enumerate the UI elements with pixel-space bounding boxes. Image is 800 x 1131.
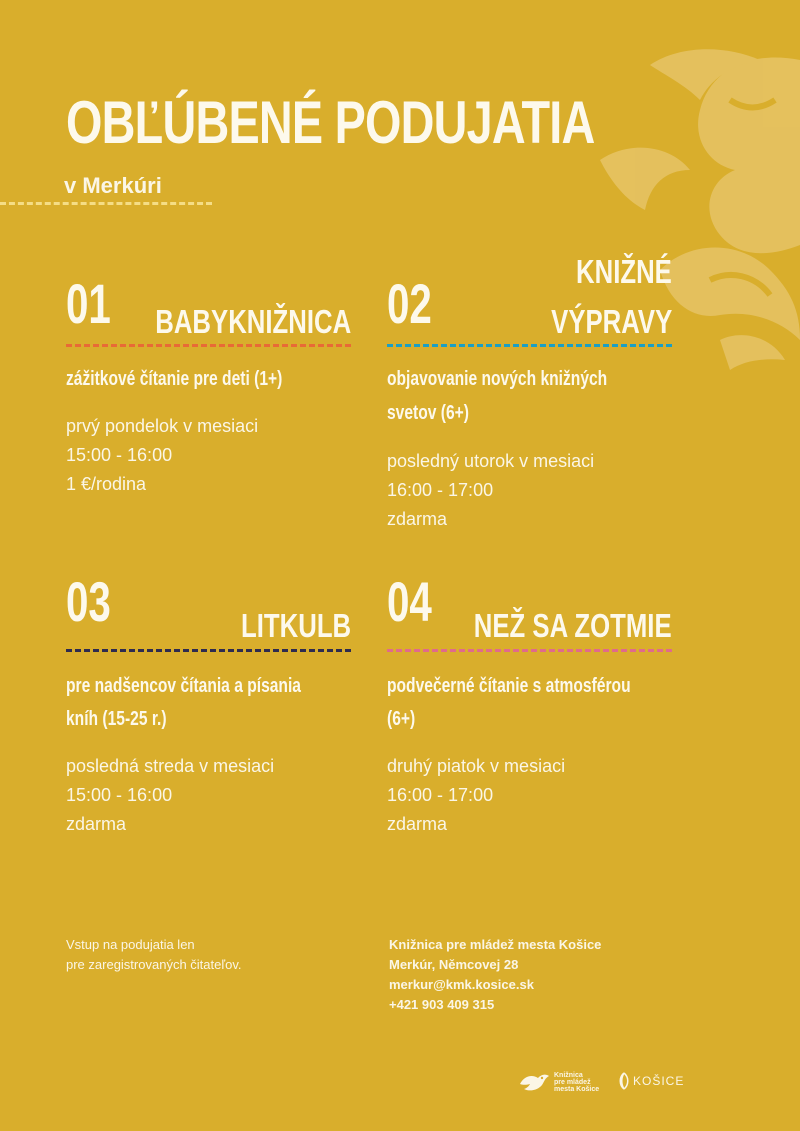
city-logo-text: KOŠICE (633, 1074, 685, 1088)
registration-note (66, 935, 242, 975)
event-description-line2: svetov (6+) (387, 402, 469, 424)
event-price: zdarma (387, 509, 448, 529)
event-description-line1: objavovanie nových knižných (387, 368, 608, 390)
contact-block (389, 935, 601, 1015)
bird-icon (518, 1070, 550, 1094)
event-number: 02 (387, 272, 432, 335)
library-logo-text (554, 1072, 602, 1093)
event-03 (66, 570, 351, 850)
event-name: NEŽ SA ZOTMIE (474, 607, 672, 644)
contact-phone[interactable]: +421 903 409 315 (389, 997, 495, 1012)
event-description-line2: (6+) (387, 708, 416, 730)
event-01 (66, 270, 351, 500)
note-line: pre zaregistrovaných čitateľov. (66, 957, 242, 972)
event-name-line1: KNIŽNÉ (576, 253, 672, 290)
subtitle-underline (0, 202, 212, 205)
event-description-line1: pre nadšencov čítania a písania (66, 675, 301, 697)
event-number: 03 (66, 570, 111, 633)
city-emblem-icon (618, 1072, 630, 1090)
event-time: 16:00 - 17:00 (387, 480, 494, 500)
event-divider (387, 649, 672, 652)
event-schedule: posledná streda v mesiaci (66, 756, 275, 776)
event-time: 16:00 - 17:00 (387, 785, 494, 805)
event-name-line2: VÝPRAVY (550, 303, 672, 340)
event-schedule: posledný utorok v mesiaci (387, 451, 595, 471)
contact-org: Knižnica pre mládež mesta Košice (389, 937, 602, 952)
event-schedule: druhý piatok v mesiaci (387, 756, 566, 776)
event-02 (387, 250, 672, 540)
event-price: zdarma (387, 814, 448, 834)
event-divider (387, 344, 672, 347)
city-logo (618, 1072, 684, 1090)
note-line: Vstup na podujatia len (66, 937, 195, 952)
page-title: OBĽÚBENÉ PODUJATIA (66, 89, 595, 156)
contact-address: Merkúr, Němcovej 28 (389, 957, 519, 972)
event-number: 04 (387, 570, 432, 633)
event-number: 01 (66, 272, 111, 335)
event-description-line2: kníh (15-25 r.) (66, 708, 167, 730)
event-description-line1: podvečerné čítanie s atmosférou (387, 675, 631, 697)
event-price: 1 €/rodina (66, 474, 147, 494)
contact-email[interactable]: merkur@kmk.kosice.sk (389, 977, 534, 992)
event-04 (387, 570, 672, 850)
event-name: LITKULB (240, 607, 351, 644)
event-divider (66, 649, 351, 652)
page-subtitle: v Merkúri (64, 173, 162, 198)
logo-line: pre mládež (554, 1078, 591, 1086)
event-name: BABYKNIŽNICA (155, 303, 351, 340)
event-divider (66, 344, 351, 347)
event-time: 15:00 - 16:00 (66, 445, 173, 465)
logo-line: mesta Košice (554, 1085, 600, 1093)
event-time: 15:00 - 16:00 (66, 785, 173, 805)
library-logo (518, 1070, 602, 1094)
event-schedule: prvý pondelok v mesiaci (66, 416, 259, 436)
event-description: zážitkové čítanie pre deti (1+) (66, 368, 283, 390)
event-price: zdarma (66, 814, 127, 834)
logo-line: Knižnica (554, 1071, 583, 1079)
